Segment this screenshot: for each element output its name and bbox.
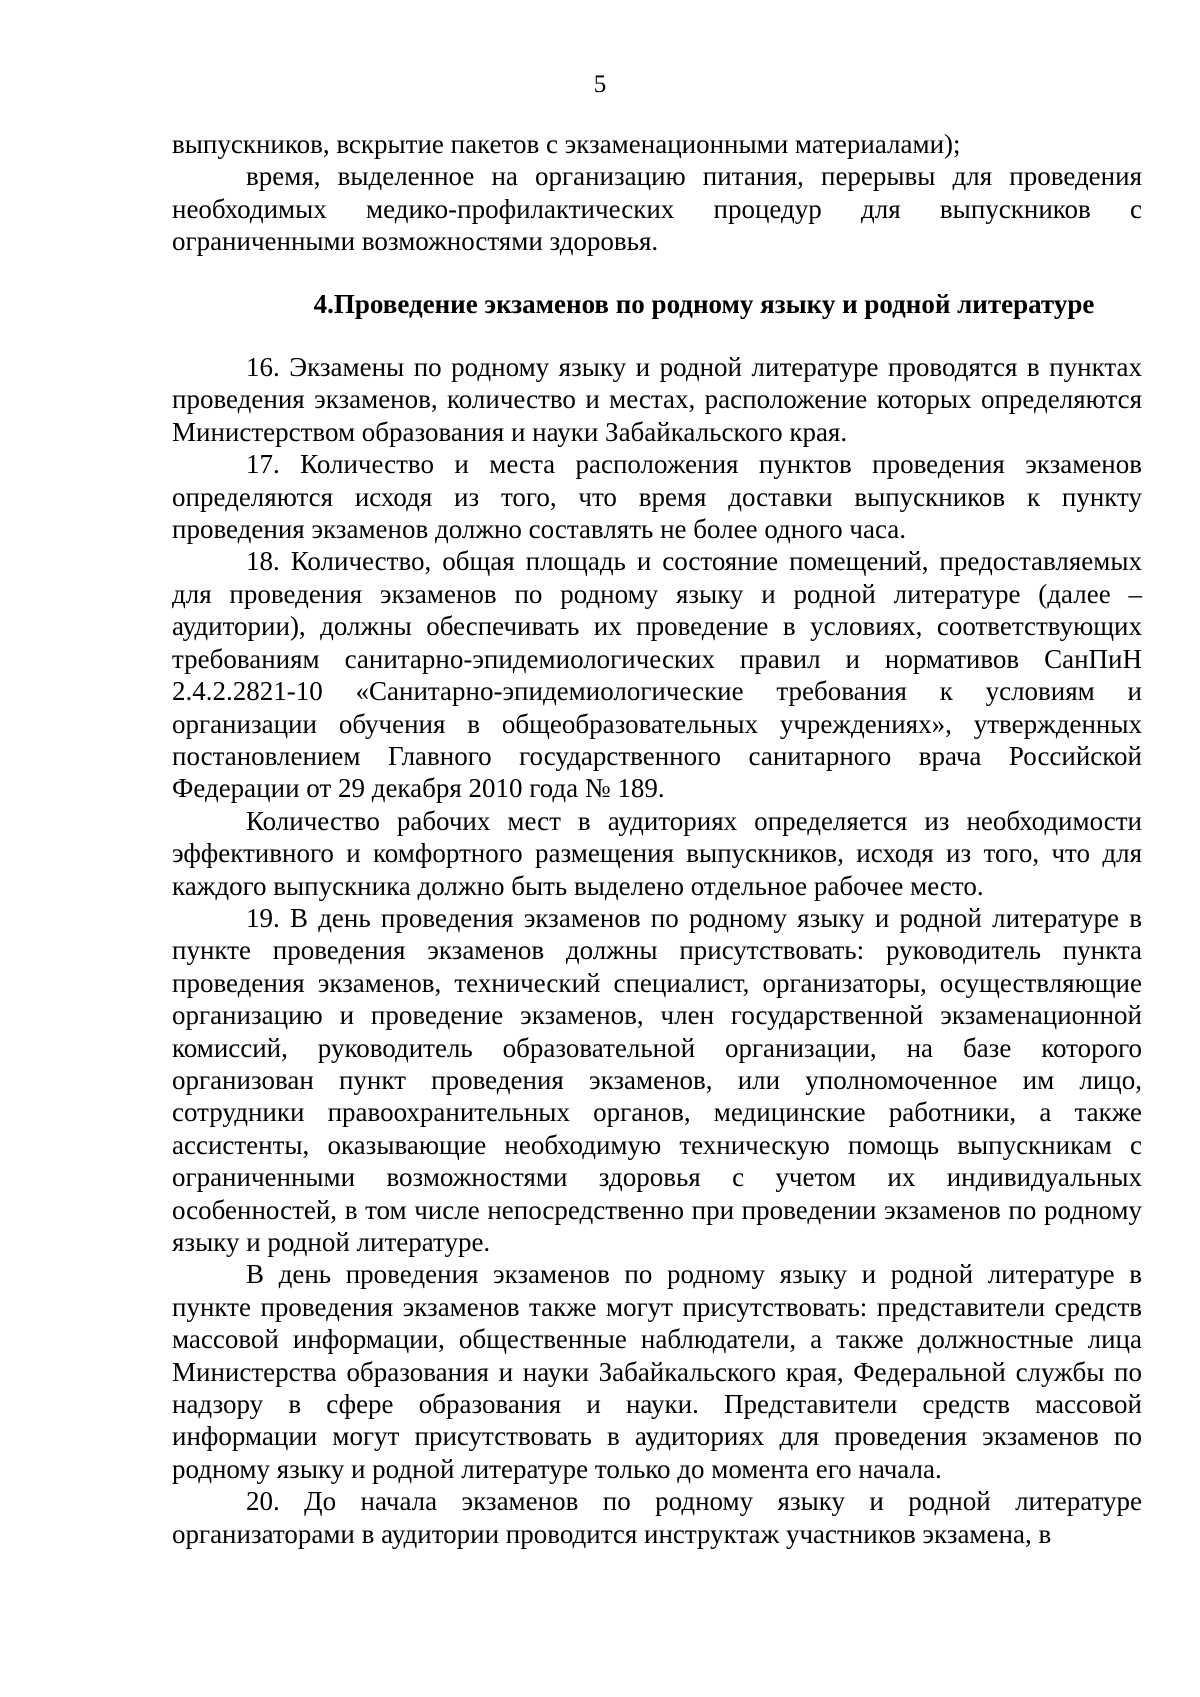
- paragraph-16: 16. Экзамены по родному языку и родной литературе проводятся в пунктах проведения экзаменов, количество и местах, расположение которых определяются Министерством образования и науки Забайкальского края.: [172, 352, 1142, 447]
- document-body: [172, 128, 1142, 1550]
- paragraph-item-time: время, выделенное на организацию питания, перерывы для проведения необходимых медико-профилактических процедур для выпускников с ограниченными возможностями здоровья.: [172, 161, 1142, 257]
- section-heading: 4.Проведение экзаменов по родному языку и родной литературе: [313, 288, 1095, 319]
- paragraph-18: 18. Количество, общая площадь и состояние помещений, предоставляемых для проведения экзаменов по родному языку и родной литературе (далее – аудитории), должны обеспечивать их проведение в условиях, соответствующих требованиям санитарно-эпидемиологических правил и нормативов СанПиН 2.4.2.2821-10 «Санитарно-эпидемиологические требования к условиям и организации обучения в общеобразовательных учреждениях», утвержденных постановлением Главного государственного санитарного врача Российской Федерации от 29 декабря 2010 года № 189.: [172, 546, 1142, 804]
- page-number: 5: [593, 71, 607, 98]
- paragraph-18-workplaces: Количество рабочих мест в аудиториях определяется из необходимости эффективного и комфортного размещения выпускников, исходя из того, что для каждого выпускника должно быть выделено отдельное рабочее место.: [172, 805, 1142, 901]
- paragraph-20: 20. До начала экзаменов по родному языку и родной литературе организаторами в аудитории проводится инструктаж участников экзамена, в: [172, 1486, 1142, 1549]
- paragraph-17: 17. Количество и места расположения пунктов проведения экзаменов определяются исходя из того, что время доставки выпускников к пункту проведения экзаменов должно составлять не более одного часа.: [172, 449, 1142, 545]
- paragraph-19-observers: В день проведения экзаменов по родному языку и родной литературе в пункте проведения экзаменов также могут присутствовать: представители средств массовой информации, общественные наблюдатели, а также должностные лица Министерства образования и науки Забайкальского края, Федеральной службы по надзору в сфере образования и науки. Представители средств массовой информации могут присутствовать в аудиториях для проведения экзаменов по родному языку и родной литературе только до момента его начала.: [172, 1259, 1142, 1484]
- paragraph-19: 19. В день проведения экзаменов по родному языку и родной литературе в пункте проведения экзаменов должны присутствовать: руководитель пункта проведения экзаменов, технический специалист, организаторы, осуществляющие организацию и проведение экзаменов, член государственной экзаменационной комиссий, руководитель образовательной организации, на базе которого организован пункт проведения экзаменов, или уполномоченное им лицо, сотрудники правоохранительных органов, медицинские работники, а также ассистенты, оказывающие необходимую техническую помощь выпускникам с ограниченными возможностями здоровья с учетом их индивидуальных особенностей, в том числе непосредственно при проведении экзаменов по родному языку и родной литературе.: [172, 902, 1142, 1257]
- paragraph-continuation: выпускников, вскрытие пакетов с экзаменационными материалами);: [172, 129, 961, 159]
